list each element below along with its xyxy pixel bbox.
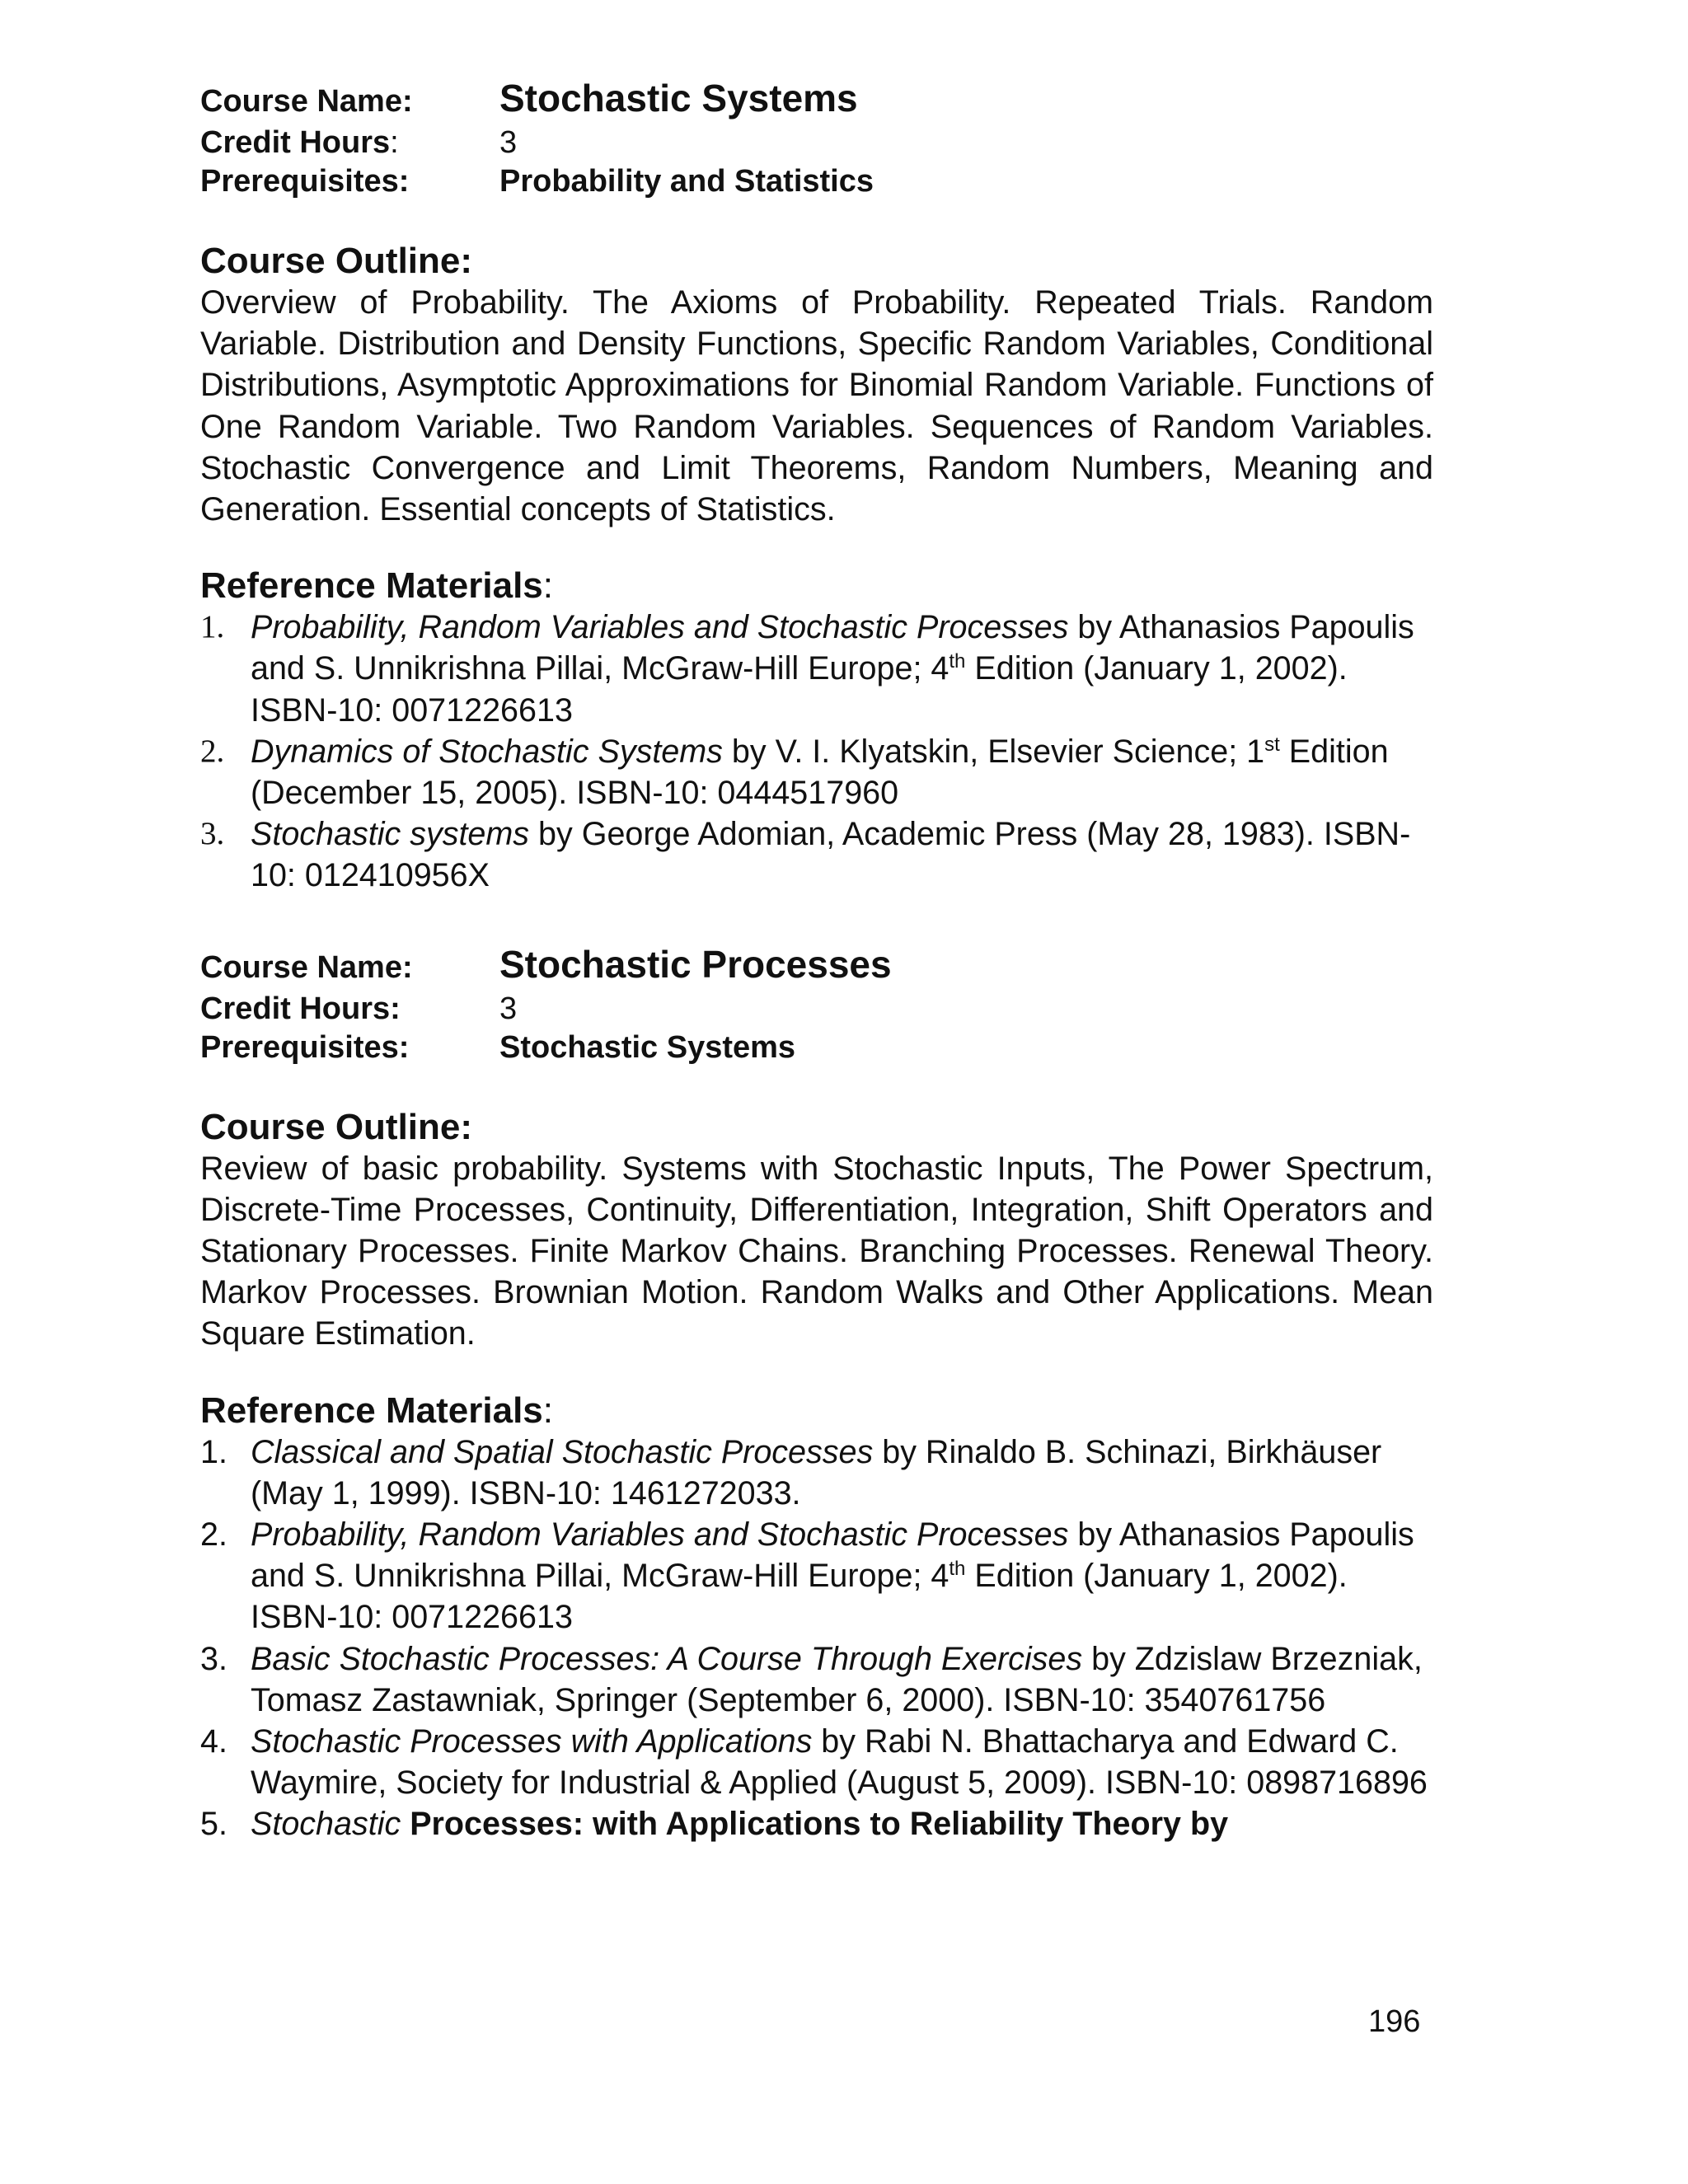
page-content bbox=[200, 76, 1433, 1845]
reference-item: 3. Basic Stochastic Processes: A Course Through Exercises by Zdzislaw Brzezniak, Tomasz Zastawniak, Springer (September 6, 2000). ISBN-10: 3540761756 bbox=[200, 1638, 1433, 1721]
course-stochastic-processes bbox=[200, 942, 1433, 1845]
course-name-value: Stochastic Systems bbox=[499, 77, 858, 120]
reference-number: 2. bbox=[200, 733, 225, 769]
reference-item: 3. Stochastic systems by George Adomian, Academic Press (May 28, 1983). ISBN-10: 012410956X bbox=[200, 813, 1433, 896]
reference-title: Stochastic Processes with Applications bbox=[251, 1723, 813, 1760]
course-outline-text: Review of basic probability. Systems with Stochastic Inputs, The Power Spectrum, Discrete-Time Processes, Continuity, Differentiation, Integration, Shift Operators and Stationary Processes. Finite Markov Chains. Branching Processes. Renewal Theory. Markov Processes. Brownian Motion. Random Walks and Other Applications. Mean Square Estimation. bbox=[200, 1150, 1433, 1352]
reference-item: 5. Stochastic Processes: with Applications to Reliability Theory by bbox=[200, 1803, 1433, 1844]
prerequisites-value: Stochastic Systems bbox=[499, 1029, 796, 1065]
reference-materials-heading: Reference Materials: bbox=[200, 1390, 553, 1431]
course-name-label: Course Name: bbox=[200, 949, 413, 985]
course-name-label: Course Name: bbox=[200, 84, 413, 119]
reference-title: Stochastic bbox=[251, 1806, 401, 1843]
prerequisites-row bbox=[200, 164, 1433, 203]
reference-title: Classical and Spatial Stochastic Processes bbox=[251, 1433, 874, 1470]
reference-number: 4. bbox=[200, 1723, 227, 1760]
page-number: 196 bbox=[1368, 2004, 1421, 2039]
reference-item: 4. Stochastic Processes with Applications by Rabi N. Bhattacharya and Edward C. Waymire, Society for Industrial & Applied (August 5, 2009). ISBN-10: 0898716896 bbox=[200, 1721, 1433, 1803]
reference-title: Probability, Random Variables and Stochastic Processes bbox=[251, 1516, 1069, 1554]
course-name-row bbox=[200, 942, 1433, 991]
reference-item: 1. Probability, Random Variables and Stochastic Processes by Athanasios Papoulis and S. Unnikrishna Pillai, McGraw-Hill Europe; 4th Edition (January 1, 2002). ISBN-10: 0071226613 bbox=[200, 607, 1433, 731]
reference-number: 3. bbox=[200, 816, 225, 852]
reference-number: 1. bbox=[200, 609, 225, 645]
course-name-row bbox=[200, 76, 1433, 125]
reference-title: Stochastic systems bbox=[251, 816, 530, 853]
credit-hours-row bbox=[200, 991, 1433, 1030]
prerequisites-row bbox=[200, 1030, 1433, 1069]
reference-number: 3. bbox=[200, 1640, 227, 1677]
reference-title: Dynamics of Stochastic Systems bbox=[251, 733, 723, 770]
credit-hours-label: Credit Hours: bbox=[200, 125, 399, 160]
reference-item: 1. Classical and Spatial Stochastic Processes by Rinaldo B. Schinazi, Birkhäuser (May 1, 1999). ISBN-10: 1461272033. bbox=[200, 1432, 1433, 1514]
reference-number: 2. bbox=[200, 1516, 227, 1554]
credit-hours-value: 3 bbox=[499, 991, 518, 1026]
reference-item: 2. Dynamics of Stochastic Systems by V. I. Klyatskin, Elsevier Science; 1st Edition (December 15, 2005). ISBN-10: 0444517960 bbox=[200, 731, 1433, 813]
course-outline-heading: Course Outline: bbox=[200, 241, 473, 281]
reference-materials-heading: Reference Materials: bbox=[200, 565, 553, 607]
course-name-value: Stochastic Processes bbox=[499, 942, 892, 986]
course-outline-text: Overview of Probability. The Axioms of Probability. Repeated Trials. Random Variable. Distribution and Density Functions, Specific Random Variables, Conditional Distributions, Asymptotic Approximations for Binomial Random Variable. Functions of One Random Variable. Two Random Variables. Sequences of Random Variables. Stochastic Convergence and Limit Theorems, Random Numbers, Meaning and Generation. Essential concepts of Statistics. bbox=[200, 284, 1433, 528]
reference-list bbox=[200, 1432, 1433, 1845]
reference-item: 2. Probability, Random Variables and Stochastic Processes by Athanasios Papoulis and S. Unnikrishna Pillai, McGraw-Hill Europe; 4th Edition (January 1, 2002). ISBN-10: 0071226613 bbox=[200, 1514, 1433, 1638]
credit-hours-value: 3 bbox=[499, 125, 518, 160]
course-stochastic-systems bbox=[200, 76, 1433, 897]
reference-title: Basic Stochastic Processes: A Course Through Exercises bbox=[251, 1640, 1083, 1677]
prerequisites-label: Prerequisites: bbox=[200, 1029, 410, 1065]
reference-title: Probability, Random Variables and Stochastic Processes bbox=[251, 609, 1069, 646]
reference-number: 5. bbox=[200, 1806, 227, 1843]
course-outline-heading: Course Outline: bbox=[200, 1106, 473, 1147]
reference-list bbox=[200, 607, 1433, 896]
prerequisites-value: Probability and Statistics bbox=[499, 164, 874, 199]
prerequisites-label: Prerequisites: bbox=[200, 164, 410, 199]
credit-hours-row bbox=[200, 125, 1433, 164]
credit-hours-label: Credit Hours: bbox=[200, 991, 401, 1026]
reference-number: 1. bbox=[200, 1433, 227, 1470]
